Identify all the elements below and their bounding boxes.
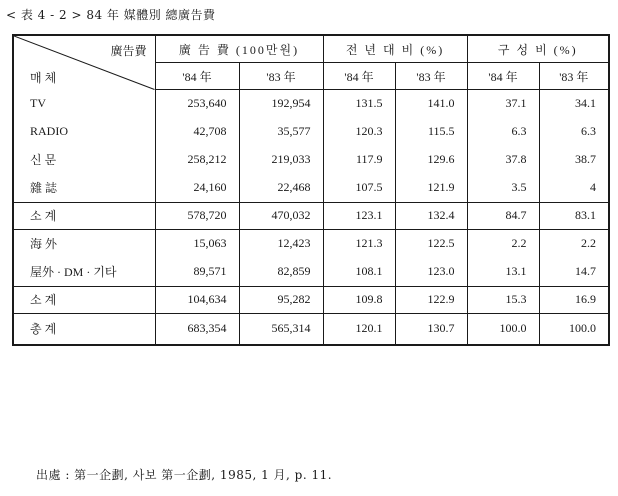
- table-cell: 115.5: [395, 118, 467, 146]
- table-cell: 6.3: [467, 118, 539, 146]
- table-cell: 15,063: [155, 229, 239, 258]
- table-row: [13, 229, 609, 258]
- table-cell: 89,571: [155, 258, 239, 287]
- table-cell: 3.5: [467, 174, 539, 203]
- table-cell: 100.0: [539, 313, 609, 345]
- table-cell: 107.5: [323, 174, 395, 203]
- table-row: [13, 146, 609, 174]
- table-row: [13, 286, 609, 313]
- table-cell: 565,314: [239, 313, 323, 345]
- table-cell: 121.3: [323, 229, 395, 258]
- row-label: 소 계: [13, 286, 155, 313]
- source-note: 出處 : 第一企劃, 사보 第一企劃, 1985, 1 月, p. 11.: [36, 468, 333, 482]
- table-cell: 122.5: [395, 229, 467, 258]
- table-cell: 470,032: [239, 202, 323, 229]
- year-header: '83 年: [395, 63, 467, 90]
- table-cell: 123.1: [323, 202, 395, 229]
- table-cell: 130.7: [395, 313, 467, 345]
- table-cell: 122.9: [395, 286, 467, 313]
- table-cell: 123.0: [395, 258, 467, 287]
- table-cell: 683,354: [155, 313, 239, 345]
- table-cell: 4: [539, 174, 609, 203]
- row-label: 海 外: [13, 229, 155, 258]
- corner-header: [13, 35, 155, 90]
- table-cell: 15.3: [467, 286, 539, 313]
- table-cell: 37.1: [467, 90, 539, 118]
- table-cell: 578,720: [155, 202, 239, 229]
- table-cell: 37.8: [467, 146, 539, 174]
- year-header: '83 年: [539, 63, 609, 90]
- table-cell: 12,423: [239, 229, 323, 258]
- table-cell: 83.1: [539, 202, 609, 229]
- table-cell: 42,708: [155, 118, 239, 146]
- corner-top-label: 廣告費: [110, 44, 147, 58]
- table-caption: < 表 4 - 2 > 84 年 媒體別 總廣告費: [6, 8, 216, 22]
- table-cell: 2.2: [467, 229, 539, 258]
- group-header-yoy: 전 년 대 비 (%): [323, 35, 467, 63]
- row-label: 屋外 · DM · 기타: [13, 258, 155, 287]
- table-cell: 100.0: [467, 313, 539, 345]
- corner-bottom-label: 매 체: [30, 70, 57, 85]
- year-header: '84 年: [323, 63, 395, 90]
- year-header: '83 年: [239, 63, 323, 90]
- row-label: TV: [13, 90, 155, 118]
- table-cell: 2.2: [539, 229, 609, 258]
- table-cell: 35,577: [239, 118, 323, 146]
- table-cell: 104,634: [155, 286, 239, 313]
- group-header-share: 구 성 비 (%): [467, 35, 609, 63]
- group-header-expense: 廣 告 費 (100만원): [155, 35, 323, 63]
- row-label: 雜 誌: [13, 174, 155, 203]
- year-header: '84 年: [155, 63, 239, 90]
- table-cell: 109.8: [323, 286, 395, 313]
- table-row: [13, 174, 609, 203]
- table-row: [13, 90, 609, 118]
- table-row: [13, 118, 609, 146]
- table-cell: 84.7: [467, 202, 539, 229]
- table-cell: 38.7: [539, 146, 609, 174]
- row-label: 소 계: [13, 202, 155, 229]
- table-cell: 120.3: [323, 118, 395, 146]
- table-body: [13, 90, 609, 345]
- year-header: '84 年: [467, 63, 539, 90]
- table-cell: 13.1: [467, 258, 539, 287]
- table-row: [13, 313, 609, 345]
- table-cell: 117.9: [323, 146, 395, 174]
- table-cell: 120.1: [323, 313, 395, 345]
- row-label: 신 문: [13, 146, 155, 174]
- table-cell: 16.9: [539, 286, 609, 313]
- table-cell: 82,859: [239, 258, 323, 287]
- table-cell: 129.6: [395, 146, 467, 174]
- ad-expense-table: [12, 34, 610, 346]
- row-label: 총 계: [13, 313, 155, 345]
- table-cell: 258,212: [155, 146, 239, 174]
- table-cell: 253,640: [155, 90, 239, 118]
- table-row: [13, 202, 609, 229]
- table-cell: 6.3: [539, 118, 609, 146]
- table-cell: 14.7: [539, 258, 609, 287]
- table-cell: 95,282: [239, 286, 323, 313]
- table-cell: 22,468: [239, 174, 323, 203]
- table-cell: 34.1: [539, 90, 609, 118]
- table-cell: 192,954: [239, 90, 323, 118]
- table-cell: 219,033: [239, 146, 323, 174]
- table-cell: 24,160: [155, 174, 239, 203]
- row-label: RADIO: [13, 118, 155, 146]
- table-cell: 141.0: [395, 90, 467, 118]
- table-cell: 108.1: [323, 258, 395, 287]
- table-cell: 121.9: [395, 174, 467, 203]
- table-cell: 131.5: [323, 90, 395, 118]
- table-row: [13, 258, 609, 287]
- table-cell: 132.4: [395, 202, 467, 229]
